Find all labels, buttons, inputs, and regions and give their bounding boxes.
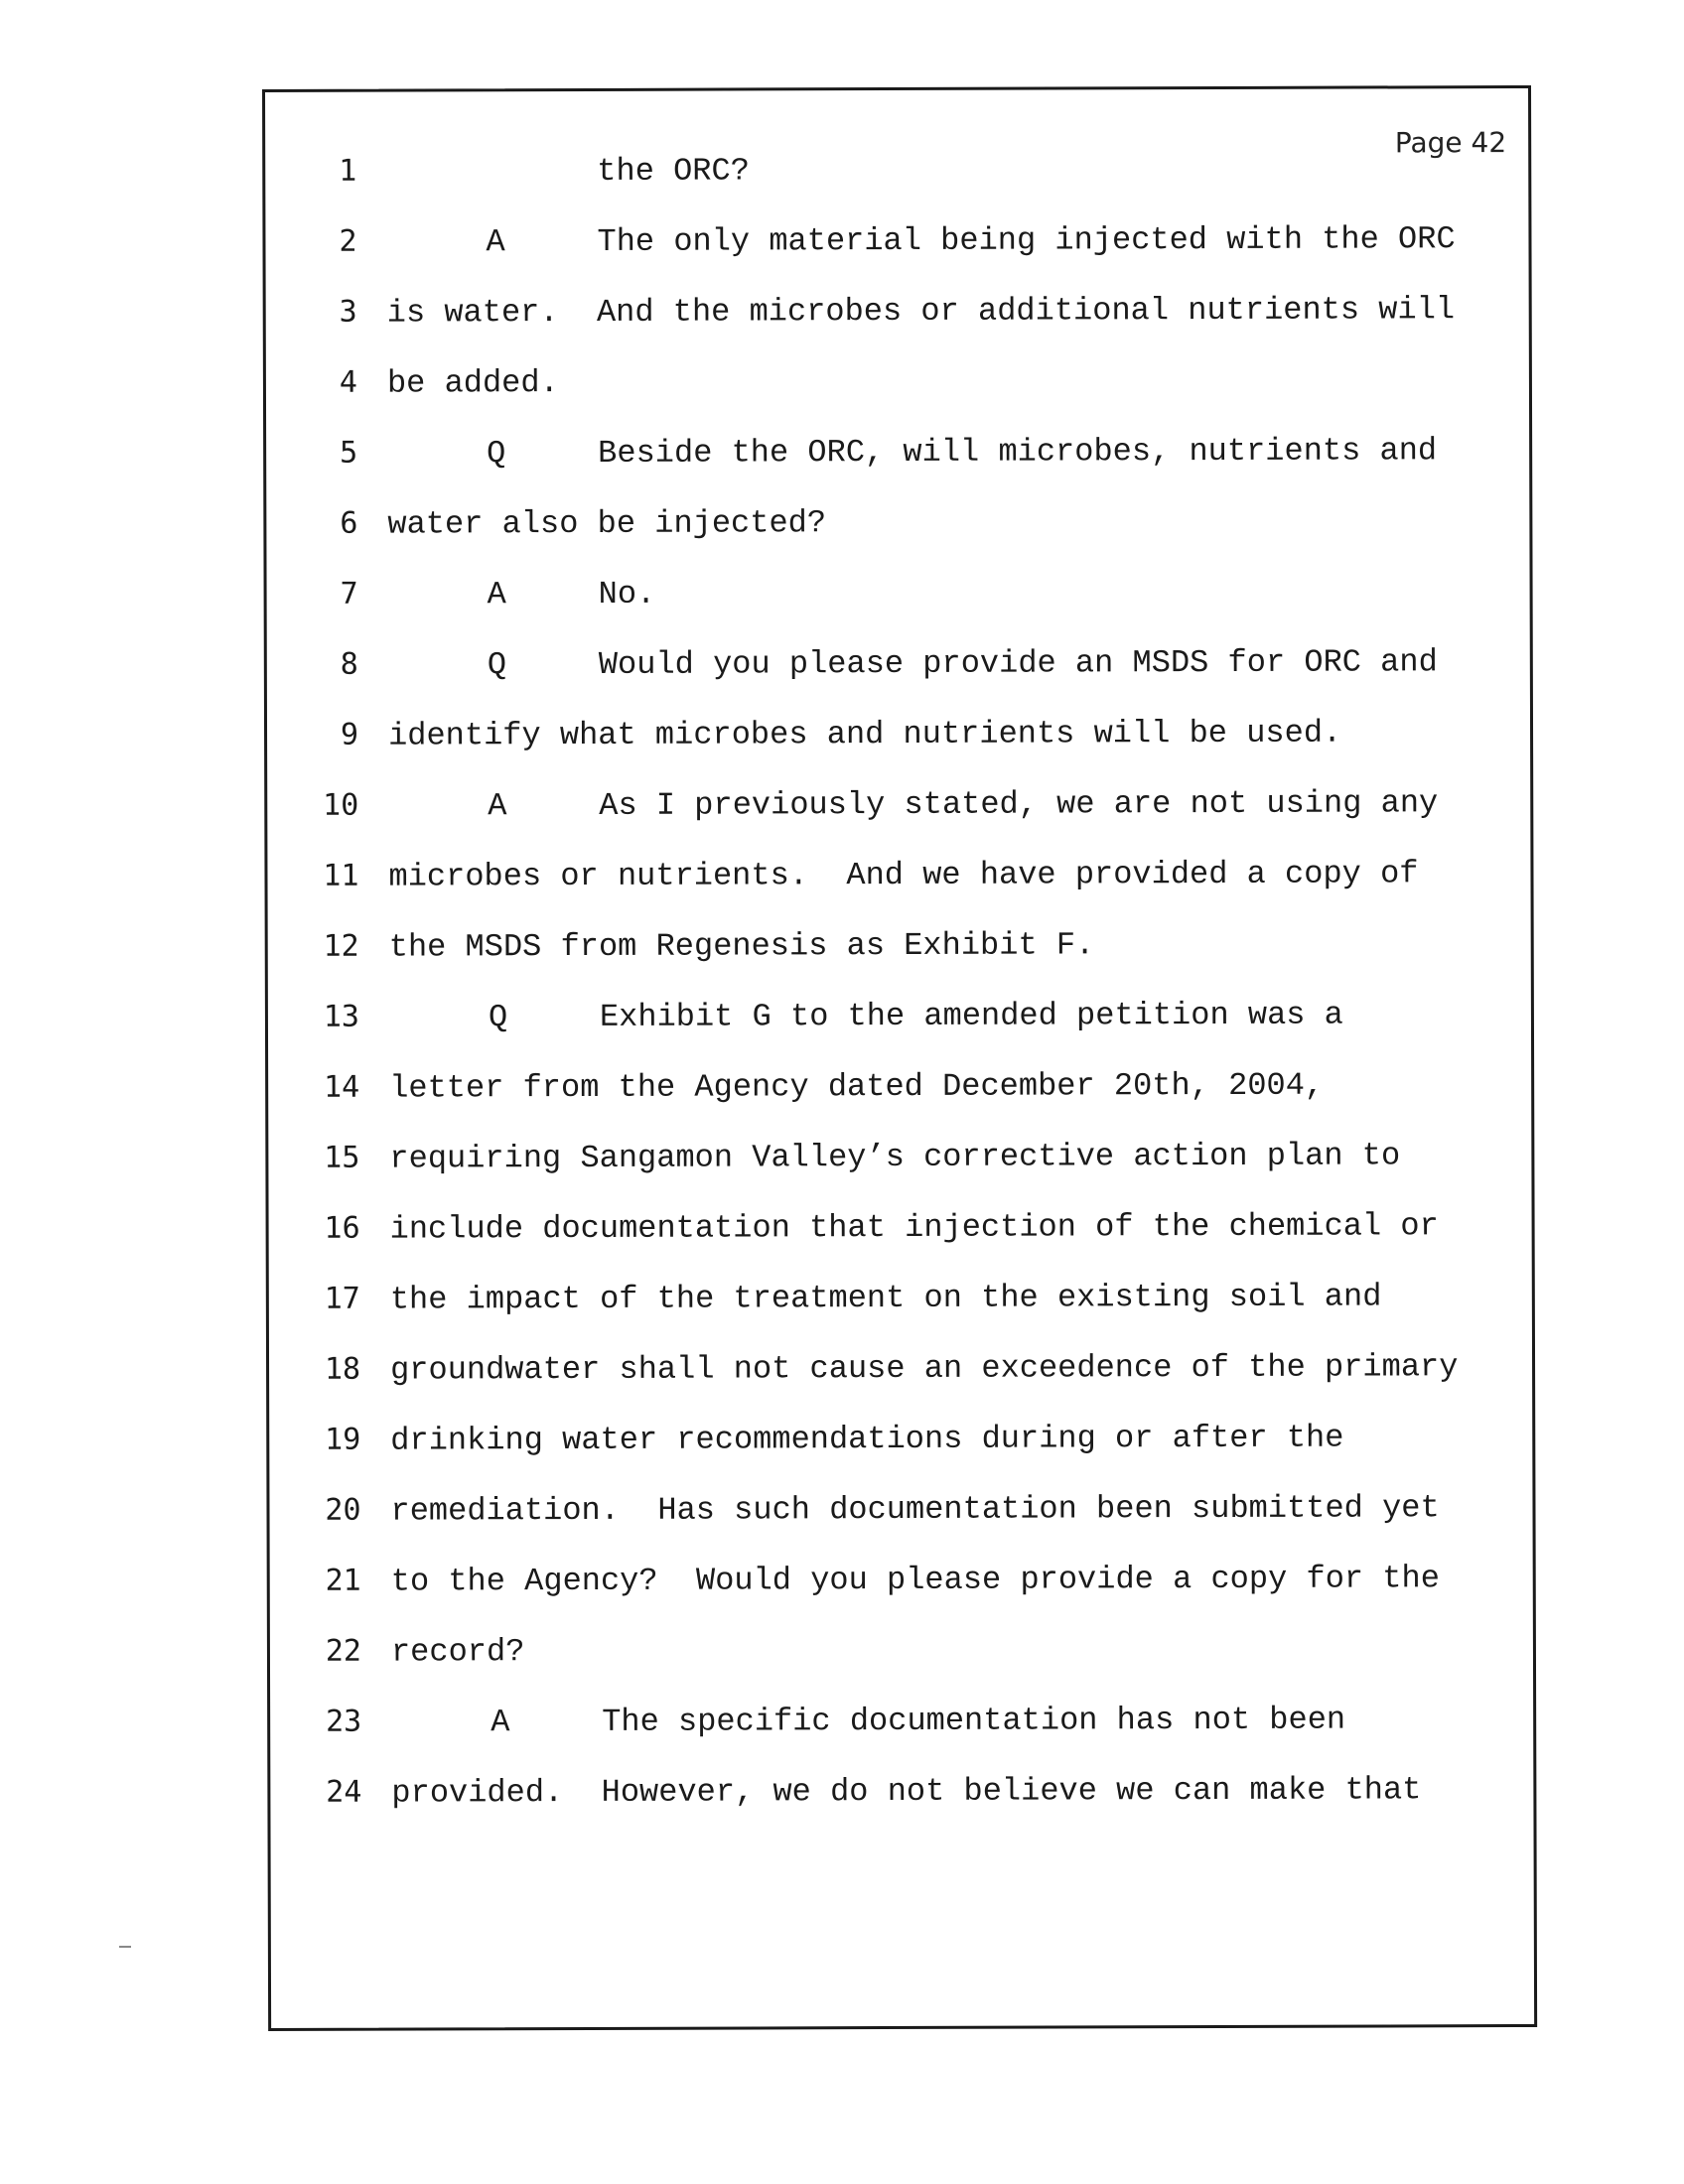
line-number: 2 [339, 223, 357, 259]
line-content: letter from the Agency dated December 20th, 2004, [389, 1066, 1325, 1107]
line-number: 13 [323, 999, 359, 1034]
line-text [388, 643, 1438, 683]
transcript-line [265, 150, 1526, 213]
transcript-line [266, 291, 1527, 354]
line-number: 10 [323, 787, 359, 823]
transcript-line [267, 784, 1528, 848]
speaker-label: A [487, 576, 506, 614]
line-number: 21 [325, 1563, 361, 1598]
transcript-line [267, 643, 1528, 707]
speaker-label: Q [487, 435, 506, 473]
line-content: No. [598, 575, 656, 613]
line-text [388, 784, 1438, 824]
line-text [389, 926, 1095, 965]
transcript-line [270, 1701, 1531, 1764]
line-number: 20 [325, 1492, 361, 1528]
line-content: include documentation that injection of the chemical or [389, 1207, 1439, 1248]
line-content: to the Agency? Would you please provide a copy for the [390, 1560, 1440, 1600]
line-content: the impact of the treatment on the existing soil and [389, 1278, 1382, 1318]
transcript-line [269, 1207, 1530, 1271]
line-content: provided. However, we do not believe we can make that [391, 1771, 1422, 1812]
line-text [391, 1771, 1421, 1811]
line-content: is water. And the microbes or additional nutrients will [386, 291, 1456, 332]
line-number: 22 [325, 1633, 361, 1669]
line-text [390, 1420, 1343, 1459]
line-text [388, 715, 1341, 754]
line-number: 9 [340, 717, 359, 752]
line-content: Would you please provide an MSDS for ORC and [598, 643, 1438, 683]
line-number: 12 [323, 928, 359, 964]
line-content: remediation. Has such documentation been submitted yet [390, 1489, 1440, 1530]
line-number: 6 [340, 505, 358, 541]
line-number: 3 [339, 294, 357, 330]
line-content: requiring Sangamon Valley’s corrective action plan to [389, 1137, 1401, 1177]
transcript-line [268, 925, 1529, 989]
line-number: 14 [323, 1069, 360, 1105]
transcript-line [268, 1066, 1529, 1130]
speaker-label: A [488, 787, 507, 825]
line-content: As I previously stated, we are not using any [599, 784, 1439, 824]
line-content: water also be injected? [387, 504, 827, 543]
transcript-line [267, 855, 1528, 918]
scan-speck [119, 1946, 131, 1948]
line-number: 7 [340, 576, 358, 612]
line-text [390, 1489, 1439, 1529]
transcript-line [270, 1630, 1531, 1694]
line-number: 17 [324, 1281, 360, 1316]
line-text [389, 1067, 1324, 1107]
line-number: 1 [339, 153, 357, 189]
line-content: Beside the ORC, will microbes, nutrients and [598, 432, 1438, 472]
line-content: microbes or nutrients. And we have provided a copy of [388, 855, 1419, 895]
speaker-label: Q [488, 999, 508, 1036]
line-text [386, 220, 1455, 260]
line-content: the ORC? [597, 152, 750, 190]
line-content: be added. [386, 364, 559, 402]
line-content: identify what microbes and nutrients will be used. [387, 714, 1342, 754]
transcript-line [269, 1419, 1530, 1482]
transcript-line [267, 573, 1528, 636]
transcript-line [267, 714, 1528, 777]
transcript-line [269, 1348, 1530, 1412]
transcript-line [268, 1137, 1529, 1200]
line-number: 23 [325, 1704, 362, 1739]
transcript-line [270, 1771, 1531, 1835]
line-text [391, 1633, 525, 1670]
line-number: 5 [340, 435, 358, 471]
line-number: 19 [325, 1422, 361, 1457]
line-text [391, 1702, 1345, 1741]
line-text [390, 1348, 1458, 1388]
line-text [390, 1207, 1439, 1247]
line-text [387, 432, 1437, 472]
line-text [388, 576, 656, 614]
line-number: 4 [339, 364, 357, 400]
line-content: groundwater shall not cause an exceedence of the primary [389, 1348, 1459, 1389]
line-content: The only material being injected with the ORC [597, 220, 1456, 260]
speaker-label [386, 180, 597, 181]
line-content: Exhibit G to the amended petition was a [599, 996, 1343, 1035]
line-content: The specific documentation has not been [602, 1701, 1346, 1740]
line-text [387, 291, 1455, 331]
line-number: 18 [324, 1351, 361, 1387]
line-number: 16 [324, 1210, 360, 1246]
line-number: 11 [323, 858, 359, 893]
line-content: the MSDS from Regenesis as Exhibit F. [388, 926, 1095, 966]
transcript-line [265, 220, 1526, 284]
speaker-label: A [491, 1704, 510, 1741]
line-content: drinking water recommendations during or after the [390, 1419, 1344, 1459]
line-number: 8 [340, 646, 358, 682]
line-number: 15 [324, 1140, 360, 1175]
transcript-line [268, 996, 1529, 1059]
transcript-line [266, 361, 1527, 425]
transcript-line [269, 1278, 1530, 1341]
line-text [388, 855, 1418, 894]
line-number: 24 [326, 1774, 362, 1810]
line-text [391, 1560, 1440, 1599]
line-text [386, 152, 750, 190]
line-text [390, 1278, 1382, 1317]
transcript-line [270, 1560, 1531, 1623]
page-number: Page 42 [1394, 126, 1507, 160]
line-text [389, 997, 1343, 1036]
line-content: record? [390, 1633, 525, 1671]
line-text [387, 504, 826, 542]
speaker-label: Q [487, 646, 507, 684]
transcript-line [266, 502, 1527, 566]
transcript-line [266, 432, 1527, 495]
transcript-page [262, 85, 1537, 2031]
speaker-label: A [486, 223, 505, 261]
transcript-line [269, 1489, 1530, 1553]
line-text [389, 1137, 1400, 1176]
line-text [387, 364, 559, 402]
